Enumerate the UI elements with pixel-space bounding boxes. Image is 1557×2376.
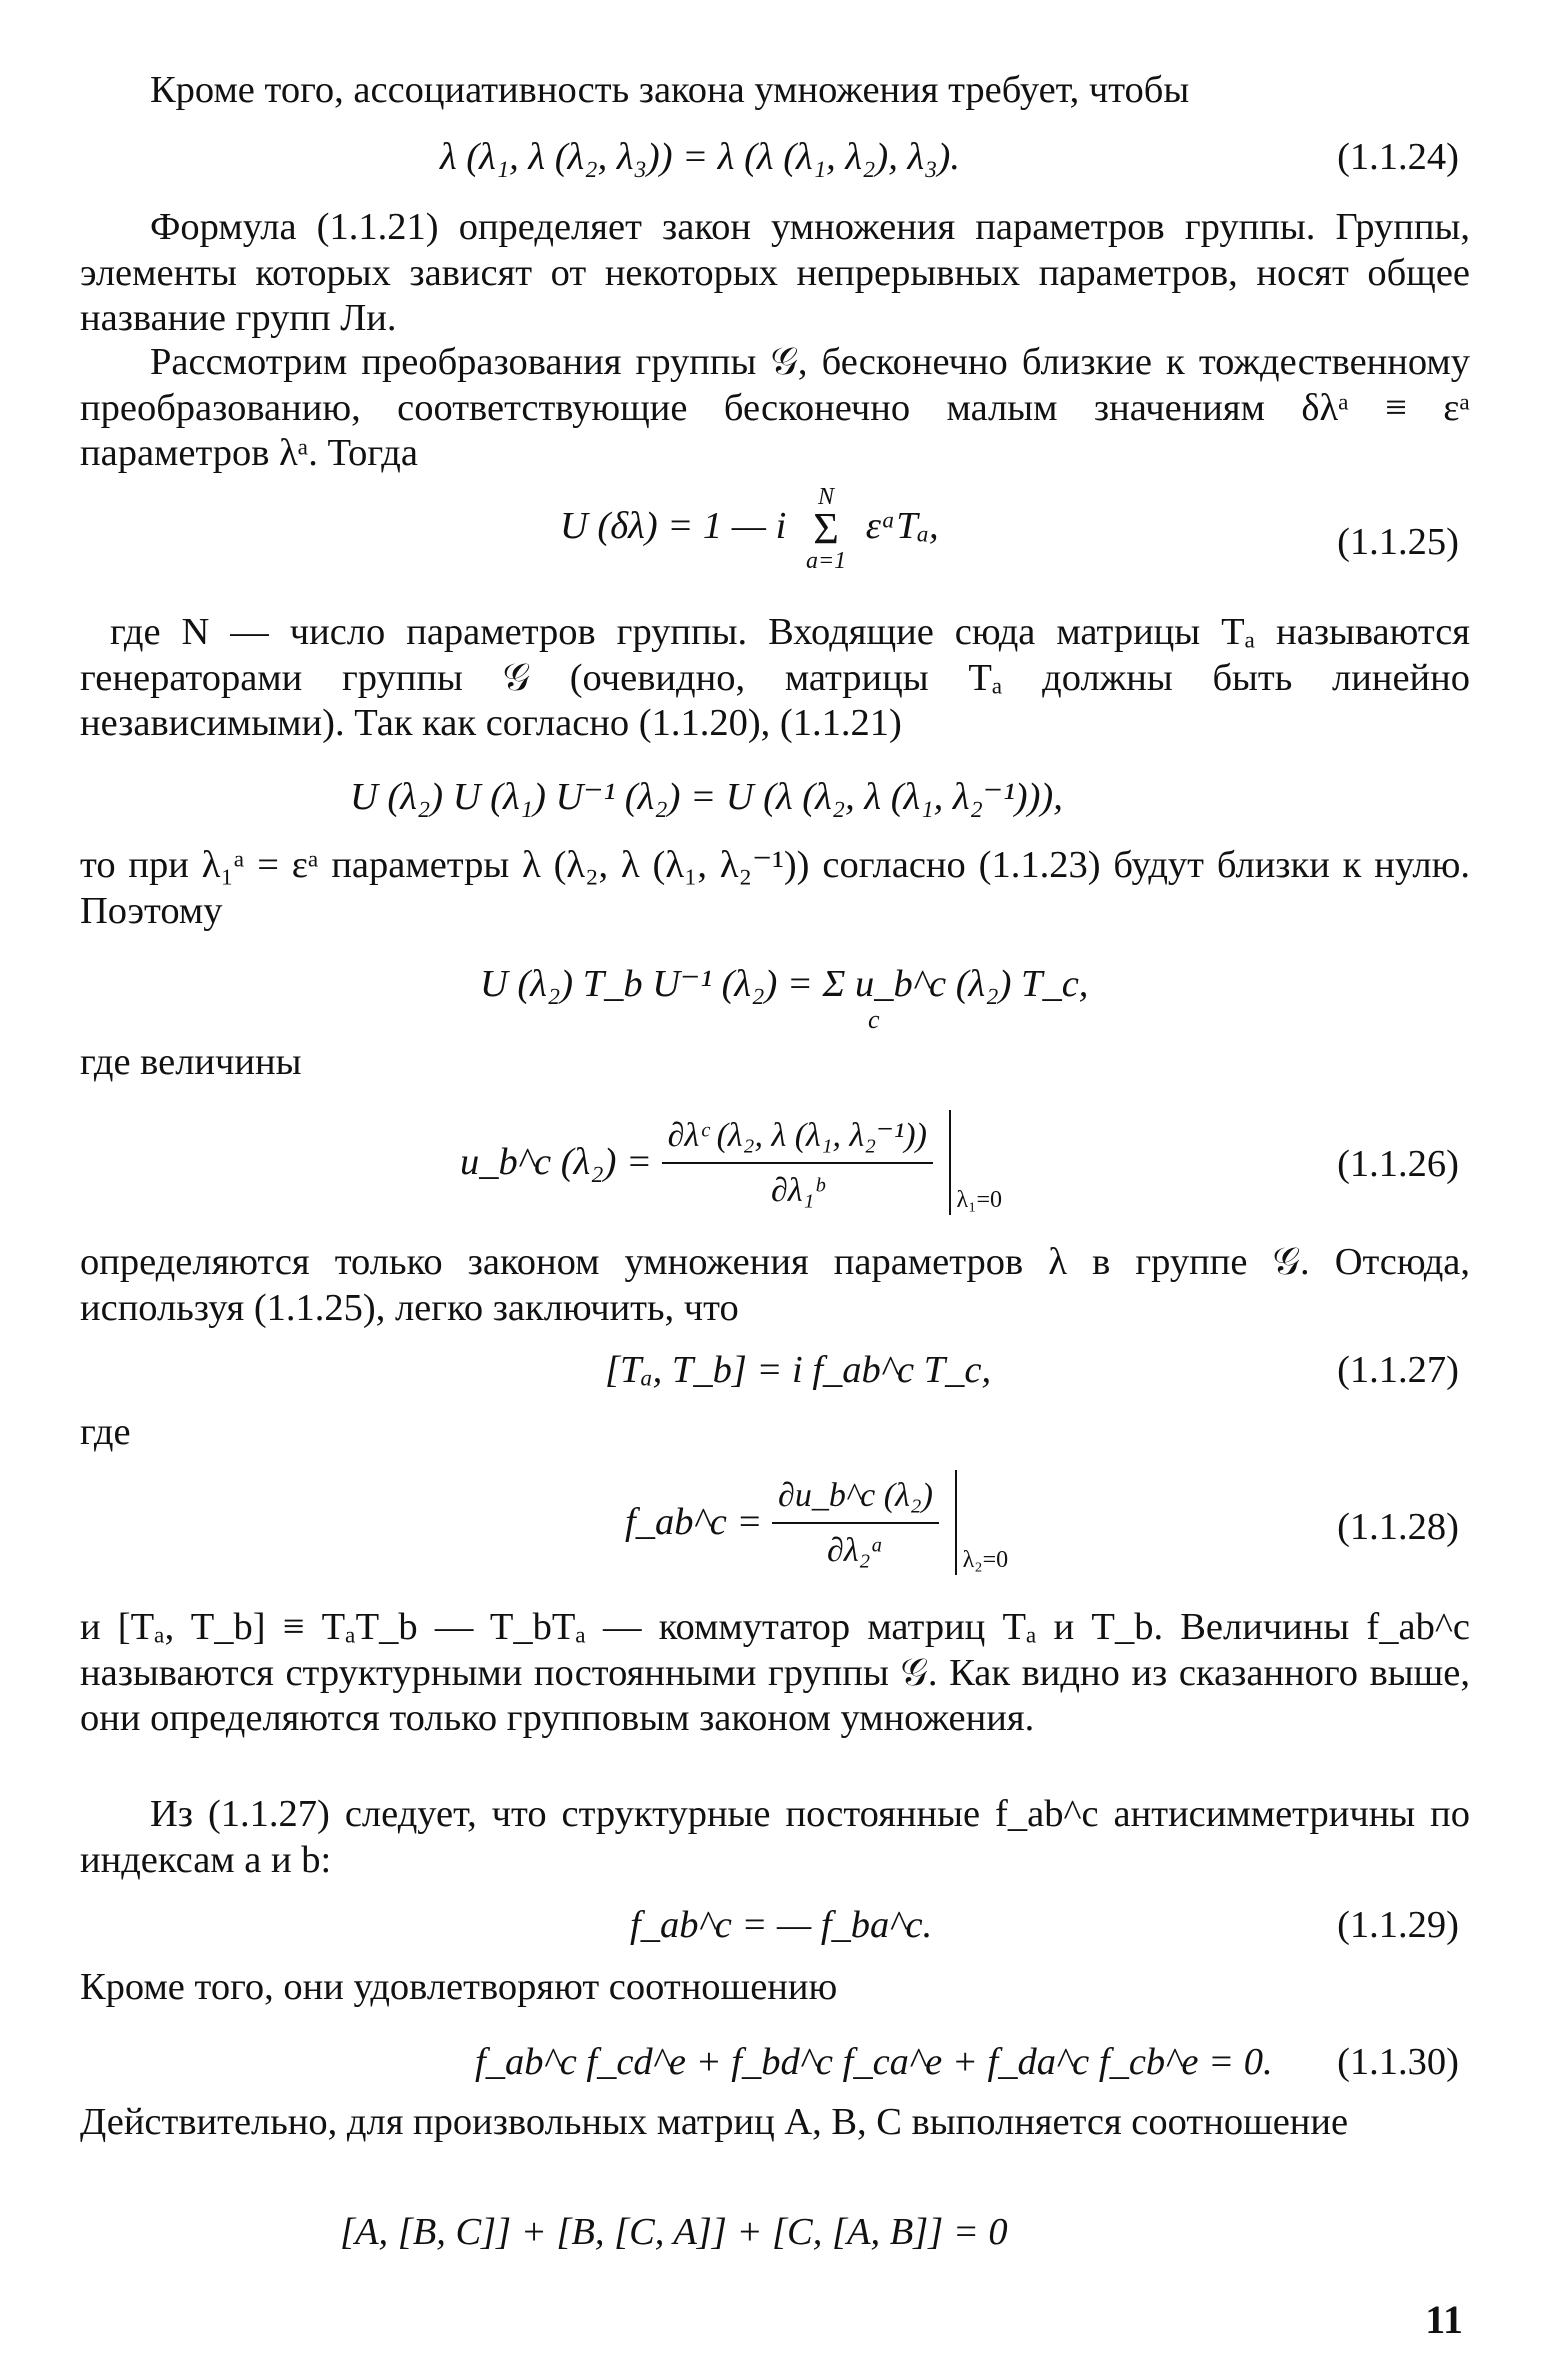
equation-1-1-28 [625, 1470, 1009, 1575]
equation-1-1-25-rhs: εᵃTₐ, [865, 504, 939, 547]
paragraph-5: то при λ₁ᵃ = εᵃ параметры λ (λ₂, λ (λ₁, λ₂⁻¹)) согласно (1.1.23) будут близки к нулю. Поэтому [80, 844, 1470, 932]
equation-1-1-26-fraction [662, 1113, 933, 1213]
equation-unitary-product: U (λ₂) U (λ₁) U⁻¹ (λ₂) = U (λ (λ₂, λ (λ₁, λ₂⁻¹))), [350, 776, 1063, 818]
equation-1-1-30: f_ab^c f_cd^e + f_bd^c f_ca^e + f_da^c f_cb^e = 0. [475, 2041, 1273, 2083]
sum-lower-limit: a=1 [805, 548, 847, 574]
equation-1-1-26-numerator: ∂λᶜ (λ₂, λ (λ₁, λ₂⁻¹)) [662, 1113, 933, 1164]
equation-number-1-1-25: (1.1.25) [1337, 521, 1459, 563]
equation-1-1-27: [Tₐ, T_b] = i f_ab^c T_c, [605, 1349, 992, 1391]
paragraph-1: Кроме того, ассоциативность закона умножения требует, чтобы [150, 69, 1190, 111]
paragraph-4: где N — число параметров группы. Входящие сюда матрицы Tₐ называются генераторами группы 𝒢 (очевидно, матрицы Tₐ должны быть линейно независимыми). Так как согласно (1.1.20), (1.1.21) [80, 611, 1470, 744]
evaluation-point: λ₁=0 [956, 1187, 1003, 1213]
equation-number-1-1-28: (1.1.28) [1337, 1506, 1459, 1548]
page-number: 11 [1425, 2297, 1463, 2342]
equation-1-1-25-lhs: U (δλ) = 1 — i [560, 504, 787, 547]
equation-jacobi: [A, [B, C]] + [B, [C, A]] + [C, [A, B]] = 0 [340, 2211, 1008, 2253]
evaluation-point: λ₂=0 [962, 1547, 1009, 1573]
paragraph-3: Рассмотрим преобразования группы 𝒢, бесконечно близкие к тождественному преобразованию, соответствующие бесконечно малым значениям δλᵃ ≡ εᵃ параметров λᵃ. Тогда [80, 341, 1470, 474]
equation-1-1-29: f_ab^c = — f_ba^c. [630, 1904, 933, 1946]
paragraph-9: и [Tₐ, T_b] ≡ TₐT_b — T_bTₐ — коммутатор матриц Tₐ и T_b. Величины f_ab^c называются структурными постоянными группы 𝒢. Как видно из сказанного выше, они определяются только групповым законом умножения. [80, 1606, 1470, 1739]
adjoint-sum-index: c [868, 1005, 880, 1034]
paragraph-12: Действительно, для произвольных матриц A, B, C выполняется соотношение [80, 2101, 1349, 2143]
equation-adjoint: U (λ₂) T_b U⁻¹ (λ₂) = Σ u_b^c (λ₂) T_c, [480, 963, 1089, 1005]
sum-upper-limit: N [818, 484, 835, 510]
summation-sign: N Σ a=1 [805, 484, 847, 574]
paragraph-11: Кроме того, они удовлетворяют соотношению [80, 1966, 838, 2008]
equation-1-1-28-numerator: ∂u_b^c (λ₂) [772, 1473, 939, 1524]
equation-1-1-28-denominator: ∂λ₂ᵃ [827, 1531, 884, 1569]
equation-1-1-26 [460, 1110, 1003, 1215]
equation-number-1-1-30: (1.1.30) [1337, 2041, 1459, 2083]
equation-1-1-26-lhs: u_b^c (λ₂) = [460, 1141, 653, 1183]
evaluation-bar [955, 1470, 1009, 1575]
equation-1-1-28-fraction [772, 1473, 939, 1573]
paragraph-7: определяются только законом умножения параметров λ в группе 𝒢. Отсюда, используя (1.1.25), легко заключить, что [80, 1241, 1470, 1329]
equation-number-1-1-27: (1.1.27) [1337, 1349, 1459, 1391]
paragraph-8: где [80, 1411, 131, 1453]
paragraph-2: Формула (1.1.21) определяет закон умножения параметров группы. Группы, элементы которых зависят от некоторых непрерывных параметров, носят общее название групп Ли. [80, 206, 1470, 339]
equation-1-1-28-lhs: f_ab^c = [625, 1501, 763, 1543]
equation-1-1-25 [560, 485, 939, 573]
equation-1-1-26-denominator: ∂λ₁ᵇ [771, 1171, 824, 1209]
paragraph-6: где величины [80, 1041, 302, 1083]
evaluation-bar [949, 1110, 1003, 1215]
equation-number-1-1-24: (1.1.24) [1337, 136, 1459, 178]
equation-number-1-1-29: (1.1.29) [1337, 1904, 1459, 1946]
equation-1-1-24: λ (λ₁, λ (λ₂, λ₃)) = λ (λ (λ₁, λ₂), λ₃). [440, 136, 960, 178]
equation-number-1-1-26: (1.1.26) [1337, 1143, 1459, 1185]
paragraph-10: Из (1.1.27) следует, что структурные постоянные f_ab^c антисимметричны по индексам a и b: [80, 1793, 1470, 1881]
